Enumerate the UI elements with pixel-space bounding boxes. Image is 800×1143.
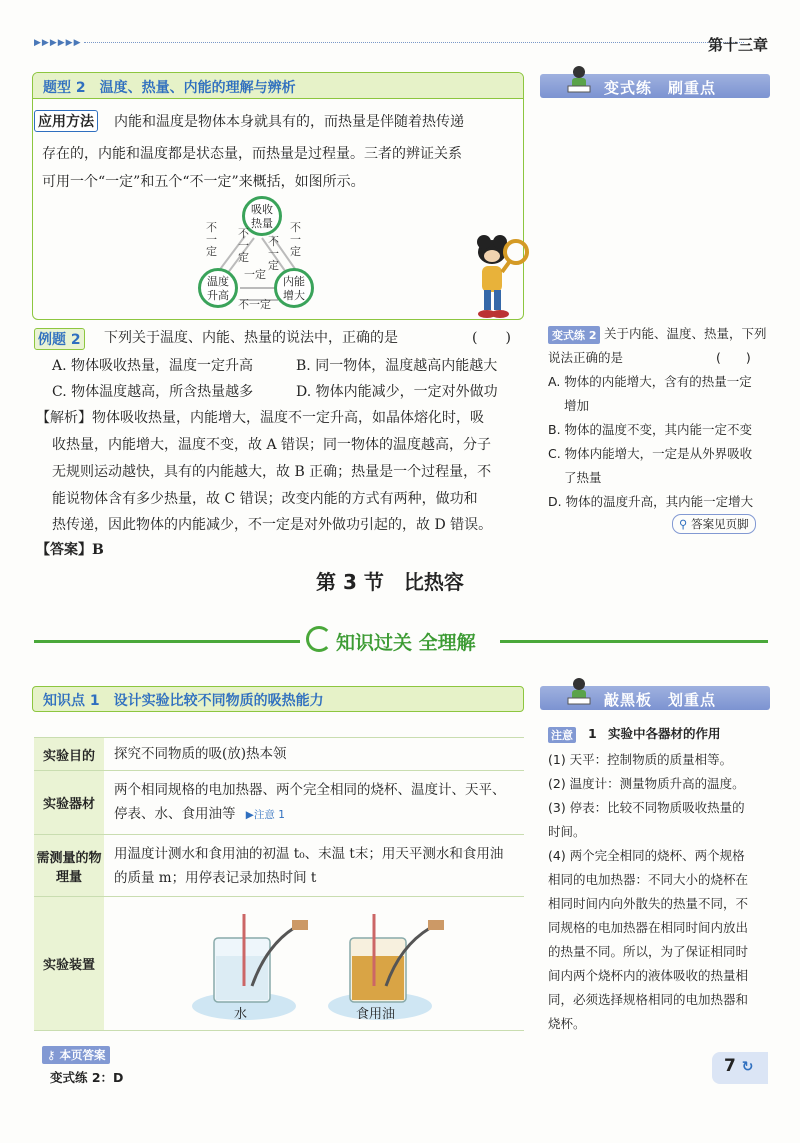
example-option-c: C. 物体温度越高，所含热量越多: [52, 384, 254, 400]
note-line-6: 相同的电加热器：不同大小的烧杯在: [548, 872, 749, 887]
diagram-right-outer: 不一定: [290, 221, 301, 258]
variant-line-2: 说法正确的是: [548, 350, 624, 365]
table-row: [34, 835, 524, 897]
analysis-line-3: 无规则运动越快，具有的内能越大，故 B 正确；热量是一个过程量，不: [52, 464, 492, 480]
example-tag: 例题 2: [34, 328, 85, 350]
table-row: [34, 738, 524, 771]
table-row: [34, 771, 524, 835]
type2-title: 题型 2 温度、热量、内能的理解与辨析: [33, 73, 523, 99]
note-line-2: (2) 温度计：测量物质升高的温度。: [548, 776, 745, 791]
diagram-left-inner: 不一定: [238, 227, 249, 264]
kp1-title: 知识点 1 设计实验比较不同物质的吸热能力: [32, 686, 524, 712]
swirl-icon: ↻: [741, 1059, 754, 1075]
side-header-variant: [540, 74, 770, 98]
variant-tag: 变式练 2: [548, 326, 600, 344]
side-header-variant-title: 变式练 刷重点: [604, 79, 717, 97]
label-water: 水: [234, 1007, 248, 1022]
method-line-1: 内能和温度是物体本身就具有的，而热量是伴随着热传递: [114, 114, 464, 130]
variant-option-c-cont: 了热量: [564, 470, 602, 485]
header-rule: [84, 42, 744, 43]
example-paren: ( ): [472, 330, 511, 346]
equipment-note-link[interactable]: ▶注意 1: [245, 809, 285, 821]
variant-option-d: D. 物体的温度升高，其内能一定增大: [548, 494, 754, 509]
analysis-line-1: 【解析】物体吸收热量，内能增大，温度不一定升高，如晶体熔化时，吸: [36, 410, 484, 426]
table-row: [34, 897, 524, 1031]
answer: 【答案】B: [36, 542, 104, 558]
variant-footnote: [672, 514, 756, 534]
note-line-9: 的热量不同。所以，为了保证相同时: [548, 944, 749, 959]
note-tag: [548, 727, 576, 743]
chapter-title: 第十三章: [708, 36, 769, 54]
method-line-2: 存在的，内能和温度都是状态量，而热量是过程量。三者的辨证关系: [42, 146, 462, 162]
variant-line-1: 关于内能、温度、热量，下列: [604, 326, 767, 341]
label-oil: 食用油: [356, 1007, 396, 1022]
variant-option-a: A. 物体的内能增大，含有的热量一定: [548, 374, 752, 389]
note-line-4: 时间。: [548, 824, 586, 839]
apparatus-illustration: [174, 906, 514, 1026]
example-question: 下列关于温度、内能、热量的说法中，正确的是: [104, 330, 398, 346]
mascot-illustration: [470, 228, 530, 320]
banner-rule-left: [34, 640, 300, 643]
footer-answer-tag: [42, 1046, 110, 1064]
row-key-apparatus: 实验装置: [34, 897, 104, 1031]
footer-answer: 变式练 2：D: [50, 1070, 124, 1085]
key-icon: ⚷: [47, 1048, 56, 1062]
method-tag: 应用方法: [34, 110, 98, 132]
student-icon: [566, 64, 592, 96]
note-number: 1: [588, 726, 597, 741]
row-key-measure: 需测量的物理量: [34, 835, 104, 897]
variant-paren: ( ): [716, 350, 751, 365]
note-line-1: (1) 天平：控制物质的质量相等。: [548, 752, 733, 767]
page-number: 7: [724, 1056, 736, 1076]
note-line-8: 同规格的电加热器在相同时间内放出: [548, 920, 749, 935]
experiment-table: [34, 737, 524, 1031]
page-number-badge: [712, 1052, 768, 1084]
example-option-a: A. 物体吸收热量，温度一定升高: [52, 358, 254, 374]
diagram-bottom: 不一定: [238, 298, 271, 311]
equipment-text: 两个相同规格的电加热器、两个完全相同的烧杯、温度计、天平、停表、水、食用油等: [114, 782, 506, 822]
header-arrows: ▶▶▶▶▶▶: [34, 38, 82, 48]
analysis-line-4: 能说物体含有多少热量，故 C 错误；改变内能的方式有两种，做功和: [52, 491, 478, 507]
footer-answer-tag-text: 本页答案: [59, 1048, 106, 1062]
variant-option-a-cont: 增加: [564, 398, 590, 413]
note-tag-text: 注意: [551, 729, 573, 742]
diagram-middle: 一定: [244, 268, 266, 281]
circle-temp-rise: 温度 升高: [198, 268, 238, 308]
diagram-right-inner: 不一定: [268, 235, 279, 272]
note-line-5: (4) 两个完全相同的烧杯、两个规格: [548, 848, 745, 863]
note-line-10: 间内两个烧杯内的液体吸收的热量相: [548, 968, 749, 983]
variant-option-c: C. 物体内能增大，一定是从外界吸收: [548, 446, 753, 461]
analysis-line-2: 收热量，内能增大，温度不变，故 A 错误；同一物体的温度越高，分子: [52, 437, 492, 453]
side-header-blackboard-title: 敲黑板 划重点: [604, 691, 717, 709]
note-line-11: 同，必须选择规格相同的电加热器和: [548, 992, 749, 1007]
variant-footnote-text: 答案见页脚: [691, 517, 749, 531]
section-title: 第 3 节 比热容: [316, 570, 464, 594]
circle-absorb-heat: 吸收 热量: [242, 196, 282, 236]
banner-title: 知识过关 全理解: [336, 632, 476, 654]
side-header-blackboard: [540, 686, 770, 710]
note-line-3: (3) 停表：比较不同物质吸收热量的: [548, 800, 745, 815]
row-value-apparatus: [104, 897, 524, 1031]
diagram-left-outer: 不一定: [206, 221, 217, 258]
variant-option-b: B. 物体的温度不变，其内能一定不变: [548, 422, 753, 437]
banner-swirl-icon: [306, 626, 332, 652]
analysis-line-5: 热传递，因此物体的内能减少，不一定是对外做功引起的，故 D 错误。: [52, 517, 493, 533]
row-value-purpose: 探究不同物质的吸(放)热本领: [104, 738, 524, 771]
example-option-b: B. 同一物体，温度越高内能越大: [296, 358, 498, 374]
row-key-purpose: 实验目的: [34, 738, 104, 771]
note-line-12: 烧杯。: [548, 1016, 586, 1031]
method-line-3: 可用一个“一定”和五个“不一定”来概括，如图所示。: [42, 174, 365, 190]
banner-rule-right: [500, 640, 768, 643]
teacher-icon: [566, 676, 592, 708]
magnifier-icon: ⚲: [679, 517, 688, 531]
row-key-equipment: 实验器材: [34, 771, 104, 835]
note-title: 实验中各器材的作用: [608, 726, 721, 741]
row-value-measure: 用温度计测水和食用油的初温 t₀、末温 t末；用天平测水和食用油的质量 m；用停表记录加热时间 t: [104, 835, 524, 897]
note-line-7: 相同时间内向外散失的热量不同，不: [548, 896, 749, 911]
example-option-d: D. 物体内能减少，一定对外做功: [296, 384, 498, 400]
row-value-equipment: [104, 771, 524, 835]
circle-energy-increase: 内能 增大: [274, 268, 314, 308]
